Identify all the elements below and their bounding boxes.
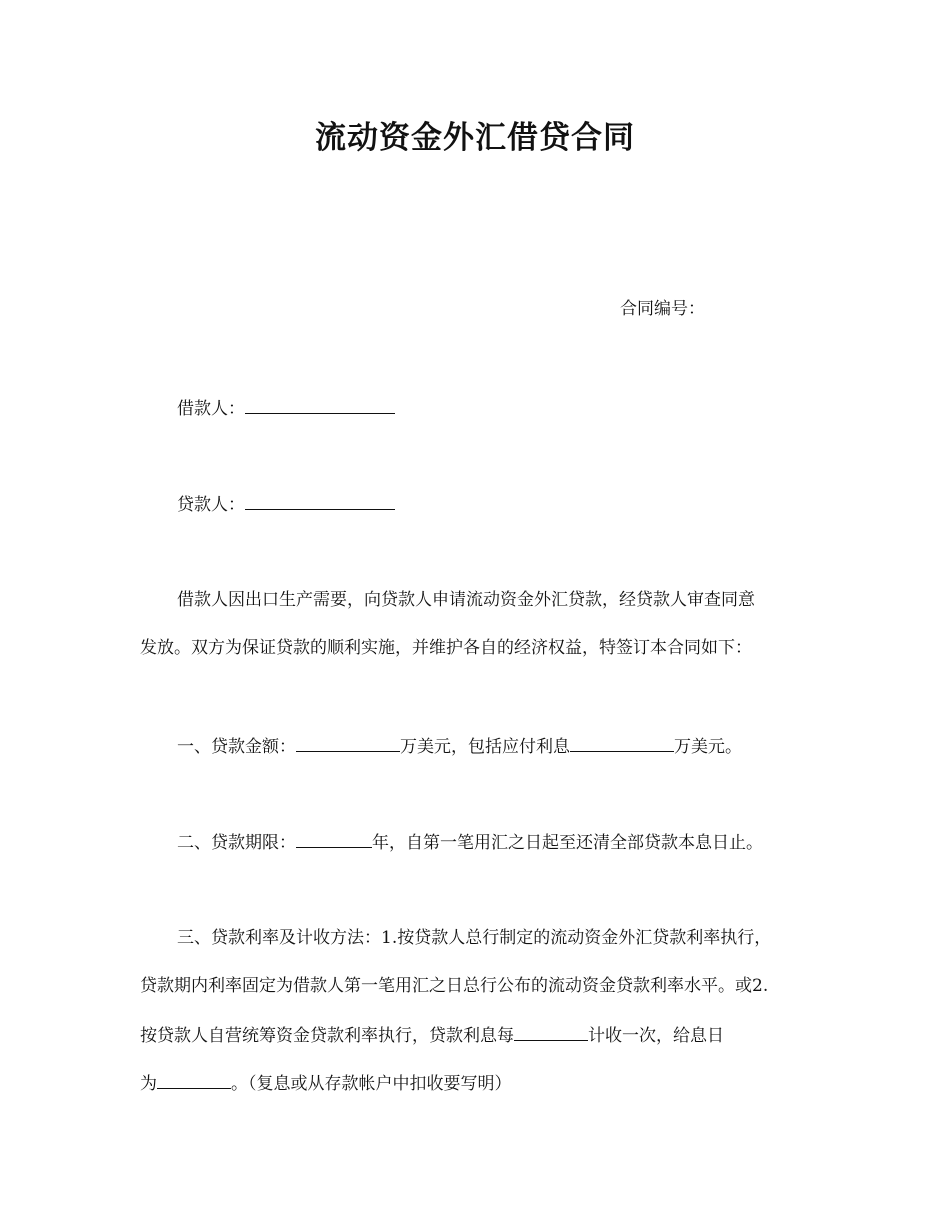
- clause-3-line-2: 贷款期内利率固定为借款人第一笔用汇之日总行公布的流动资金贷款利率水平。或2.: [140, 976, 769, 996]
- interest-date-blank[interactable]: [157, 1070, 231, 1089]
- document-title: 流动资金外汇借贷合同: [315, 120, 635, 156]
- clause-3-line-4-prefix: 为: [140, 1074, 157, 1094]
- loan-amount-blank[interactable]: [296, 733, 400, 752]
- clause-2-suffix: 年，自第一笔用汇之日起至还清全部贷款本息日止。: [372, 833, 763, 853]
- clause-2-prefix: 二、贷款期限：: [177, 833, 296, 853]
- clause-1-line: [177, 733, 742, 759]
- clause-2-line: [177, 829, 763, 855]
- clause-3-line-4-suffix: 。（复息或从存款帐户中扣收要写明）: [231, 1074, 512, 1094]
- clause-3-line-1: 三、贷款利率及计收方法：1.按贷款人总行制定的流动资金外汇贷款利率执行，: [177, 928, 772, 948]
- clause-1-suffix: 万美元。: [674, 737, 742, 757]
- clause-3-line-3-suffix: 计收一次，给息日: [588, 1026, 724, 1046]
- clause-3-line-4: [140, 1070, 512, 1096]
- borrower-blank[interactable]: [245, 395, 395, 414]
- lender-line: [177, 491, 395, 517]
- contract-number-label: 合同编号：: [620, 299, 705, 319]
- interest-amount-blank[interactable]: [570, 733, 674, 752]
- interest-period-blank[interactable]: [514, 1022, 588, 1041]
- loan-term-blank[interactable]: [296, 829, 372, 848]
- lender-blank[interactable]: [245, 491, 395, 510]
- clause-3-line-3: [140, 1022, 724, 1048]
- borrower-label: 借款人：: [177, 399, 245, 419]
- clause-1-mid: 万美元，包括应付利息: [400, 737, 570, 757]
- intro-line-1: 借款人因出口生产需要，向贷款人申请流动资金外汇贷款，经贷款人审查同意: [177, 590, 755, 610]
- borrower-line: [177, 395, 395, 421]
- intro-line-2: 发放。双方为保证贷款的顺利实施，并维护各自的经济权益，特签订本合同如下：: [140, 638, 752, 658]
- clause-3-line-3-prefix: 按贷款人自营统筹资金贷款利率执行，贷款利息每: [140, 1026, 514, 1046]
- clause-1-prefix: 一、贷款金额：: [177, 737, 296, 757]
- lender-label: 贷款人：: [177, 495, 245, 515]
